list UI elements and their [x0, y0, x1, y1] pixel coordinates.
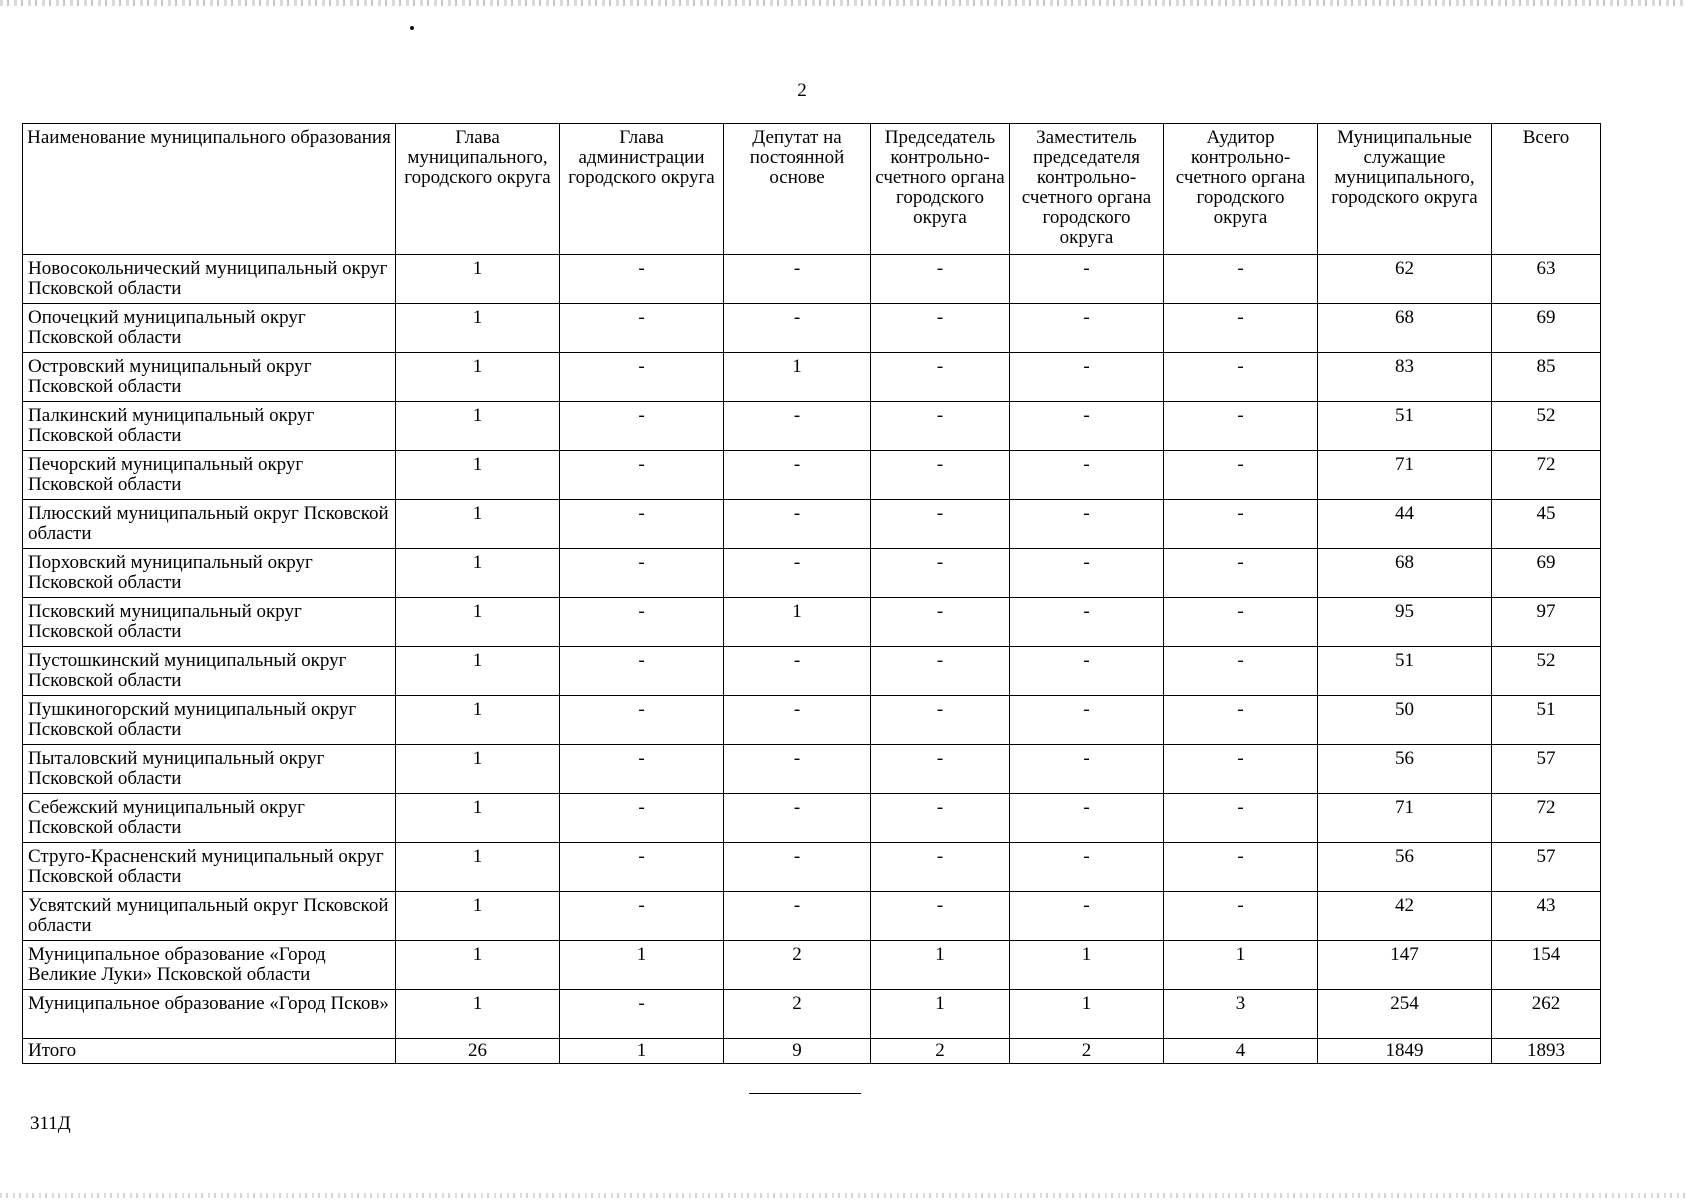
value-cell: - [1010, 745, 1164, 794]
value-cell: - [871, 843, 1010, 892]
value-cell: 1 [396, 892, 560, 941]
value-cell: - [1164, 549, 1318, 598]
value-cell: - [560, 549, 724, 598]
total-row [23, 1039, 1601, 1064]
column-header: Аудитор контрольно-счетного органа городского округа [1164, 124, 1318, 255]
municipality-name-cell: Плюсский муниципальный округ Псковской области [23, 500, 396, 549]
scan-edge-top [0, 0, 1686, 6]
table-row [23, 598, 1601, 647]
table-row [23, 990, 1601, 1039]
table-header-row [23, 124, 1601, 255]
value-cell: 56 [1318, 843, 1492, 892]
value-cell: 56 [1318, 745, 1492, 794]
scan-edge-bottom [0, 1193, 1686, 1198]
table-row [23, 500, 1601, 549]
value-cell: - [871, 549, 1010, 598]
total-value-cell: 9 [724, 1039, 871, 1064]
closing-rule [749, 1093, 861, 1094]
table-row [23, 843, 1601, 892]
value-cell: 83 [1318, 353, 1492, 402]
value-cell: - [1010, 843, 1164, 892]
table-row [23, 353, 1601, 402]
total-value-cell: 1893 [1492, 1039, 1601, 1064]
municipality-name-cell: Печорский муниципальный округ Псковской области [23, 451, 396, 500]
value-cell: 63 [1492, 255, 1601, 304]
value-cell: 1 [724, 598, 871, 647]
value-cell: - [1164, 353, 1318, 402]
value-cell: 44 [1318, 500, 1492, 549]
municipality-name-cell: Пушкиногорский муниципальный округ Псковской области [23, 696, 396, 745]
value-cell: 45 [1492, 500, 1601, 549]
value-cell: - [871, 451, 1010, 500]
municipality-name-cell: Опочецкий муниципальный округ Псковской области [23, 304, 396, 353]
table-body [23, 255, 1601, 1064]
municipality-name-cell: Новосокольнический муниципальный округ Псковской области [23, 255, 396, 304]
value-cell: 57 [1492, 745, 1601, 794]
value-cell: - [1010, 353, 1164, 402]
value-cell: 1 [1164, 941, 1318, 990]
page-number: 2 [797, 80, 807, 101]
total-label-cell: Итого [23, 1039, 396, 1064]
total-value-cell: 4 [1164, 1039, 1318, 1064]
value-cell: 1 [396, 794, 560, 843]
value-cell: - [1010, 549, 1164, 598]
value-cell: - [724, 304, 871, 353]
value-cell: - [1164, 304, 1318, 353]
table-row [23, 941, 1601, 990]
value-cell: - [724, 892, 871, 941]
value-cell: - [1164, 598, 1318, 647]
municipality-name-cell: Муниципальное образование «Город Псков» [23, 990, 396, 1039]
column-header: Депутат на постоянной основе [724, 124, 871, 255]
value-cell: 95 [1318, 598, 1492, 647]
value-cell: - [871, 304, 1010, 353]
column-header: Наименование муниципального образования [23, 124, 396, 255]
total-value-cell: 2 [871, 1039, 1010, 1064]
document-code: 311Д [30, 1113, 71, 1134]
value-cell: 1 [396, 745, 560, 794]
value-cell: - [560, 598, 724, 647]
value-cell: - [724, 255, 871, 304]
value-cell: 42 [1318, 892, 1492, 941]
column-header: Муниципальные служащие муниципального, городского округа [1318, 124, 1492, 255]
value-cell: - [871, 500, 1010, 549]
value-cell: - [724, 549, 871, 598]
value-cell: - [724, 451, 871, 500]
value-cell: - [724, 745, 871, 794]
value-cell: - [1164, 500, 1318, 549]
value-cell: - [1010, 598, 1164, 647]
municipality-name-cell: Струго-Красненский муниципальный округ Псковской области [23, 843, 396, 892]
value-cell: 85 [1492, 353, 1601, 402]
value-cell: 57 [1492, 843, 1601, 892]
value-cell: 1 [396, 549, 560, 598]
value-cell: - [724, 794, 871, 843]
value-cell: 43 [1492, 892, 1601, 941]
value-cell: 1 [1010, 990, 1164, 1039]
value-cell: - [560, 353, 724, 402]
municipality-name-cell: Муниципальное образование «Город Великие Луки» Псковской области [23, 941, 396, 990]
value-cell: - [724, 500, 871, 549]
value-cell: 1 [396, 647, 560, 696]
municipality-name-cell: Пыталовский муниципальный округ Псковской области [23, 745, 396, 794]
municipality-name-cell: Палкинский муниципальный округ Псковской области [23, 402, 396, 451]
value-cell: - [560, 794, 724, 843]
value-cell: 1 [396, 402, 560, 451]
value-cell: - [871, 696, 1010, 745]
scan-speck [410, 26, 414, 30]
value-cell: - [1010, 794, 1164, 843]
table-row [23, 745, 1601, 794]
value-cell: - [871, 255, 1010, 304]
municipality-name-cell: Псковский муниципальный округ Псковской области [23, 598, 396, 647]
table-row [23, 794, 1601, 843]
value-cell: - [1010, 304, 1164, 353]
value-cell: - [871, 598, 1010, 647]
value-cell: - [1010, 402, 1164, 451]
table-row [23, 255, 1601, 304]
value-cell: - [1164, 451, 1318, 500]
column-header: Глава администрации городского округа [560, 124, 724, 255]
table-row [23, 892, 1601, 941]
municipality-name-cell: Островский муниципальный округ Псковской области [23, 353, 396, 402]
value-cell: - [560, 843, 724, 892]
value-cell: 1 [871, 990, 1010, 1039]
column-header: Глава муниципального, городского округа [396, 124, 560, 255]
table-row [23, 304, 1601, 353]
value-cell: - [1164, 647, 1318, 696]
value-cell: - [560, 402, 724, 451]
value-cell: 1 [396, 843, 560, 892]
column-header: Всего [1492, 124, 1601, 255]
value-cell: - [724, 402, 871, 451]
total-value-cell: 2 [1010, 1039, 1164, 1064]
value-cell: 52 [1492, 402, 1601, 451]
value-cell: 69 [1492, 549, 1601, 598]
value-cell: 71 [1318, 451, 1492, 500]
value-cell: 1 [396, 353, 560, 402]
value-cell: 2 [724, 990, 871, 1039]
column-header: Председатель контрольно-счетного органа городского округа [871, 124, 1010, 255]
value-cell: - [871, 745, 1010, 794]
staff-table [22, 123, 1601, 1064]
value-cell: - [560, 500, 724, 549]
column-header: Заместитель председателя контрольно-счетного органа городского округа [1010, 124, 1164, 255]
value-cell: 97 [1492, 598, 1601, 647]
value-cell: 1 [724, 353, 871, 402]
value-cell: 68 [1318, 549, 1492, 598]
value-cell: 2 [724, 941, 871, 990]
value-cell: 51 [1318, 402, 1492, 451]
value-cell: 71 [1318, 794, 1492, 843]
value-cell: - [871, 892, 1010, 941]
table-row [23, 402, 1601, 451]
value-cell: - [1164, 843, 1318, 892]
value-cell: 3 [1164, 990, 1318, 1039]
value-cell: 1 [396, 500, 560, 549]
table-row [23, 647, 1601, 696]
value-cell: 1 [396, 696, 560, 745]
table-row [23, 696, 1601, 745]
value-cell: 68 [1318, 304, 1492, 353]
value-cell: 51 [1492, 696, 1601, 745]
value-cell: - [1164, 402, 1318, 451]
value-cell: - [1164, 696, 1318, 745]
value-cell: 1 [396, 304, 560, 353]
table-row [23, 549, 1601, 598]
value-cell: 50 [1318, 696, 1492, 745]
value-cell: - [1010, 696, 1164, 745]
value-cell: - [1164, 794, 1318, 843]
value-cell: 1 [560, 941, 724, 990]
value-cell: - [871, 353, 1010, 402]
value-cell: - [724, 647, 871, 696]
value-cell: - [1010, 451, 1164, 500]
value-cell: - [1010, 892, 1164, 941]
table-row [23, 451, 1601, 500]
value-cell: - [560, 892, 724, 941]
municipality-name-cell: Порховский муниципальный округ Псковской области [23, 549, 396, 598]
value-cell: 72 [1492, 451, 1601, 500]
value-cell: - [560, 696, 724, 745]
value-cell: 72 [1492, 794, 1601, 843]
value-cell: - [1164, 745, 1318, 794]
value-cell: - [871, 402, 1010, 451]
value-cell: 52 [1492, 647, 1601, 696]
value-cell: 51 [1318, 647, 1492, 696]
value-cell: - [871, 647, 1010, 696]
value-cell: 262 [1492, 990, 1601, 1039]
value-cell: 1 [396, 255, 560, 304]
value-cell: 1 [396, 990, 560, 1039]
value-cell: - [560, 647, 724, 696]
value-cell: - [1010, 255, 1164, 304]
value-cell: 254 [1318, 990, 1492, 1039]
value-cell: - [560, 255, 724, 304]
value-cell: 1 [396, 451, 560, 500]
value-cell: 62 [1318, 255, 1492, 304]
total-value-cell: 1 [560, 1039, 724, 1064]
value-cell: - [724, 843, 871, 892]
value-cell: - [1010, 500, 1164, 549]
value-cell: - [1010, 647, 1164, 696]
value-cell: 1 [396, 941, 560, 990]
total-value-cell: 1849 [1318, 1039, 1492, 1064]
value-cell: 1 [1010, 941, 1164, 990]
value-cell: - [560, 745, 724, 794]
value-cell: - [724, 696, 871, 745]
value-cell: 1 [396, 598, 560, 647]
value-cell: 154 [1492, 941, 1601, 990]
value-cell: - [1164, 892, 1318, 941]
value-cell: 147 [1318, 941, 1492, 990]
value-cell: 69 [1492, 304, 1601, 353]
value-cell: 1 [871, 941, 1010, 990]
municipality-name-cell: Усвятский муниципальный округ Псковской области [23, 892, 396, 941]
total-value-cell: 26 [396, 1039, 560, 1064]
municipality-name-cell: Пустошкинский муниципальный округ Псковской области [23, 647, 396, 696]
value-cell: - [560, 304, 724, 353]
value-cell: - [560, 451, 724, 500]
value-cell: - [1164, 255, 1318, 304]
value-cell: - [871, 794, 1010, 843]
municipality-name-cell: Себежский муниципальный округ Псковской области [23, 794, 396, 843]
value-cell: - [560, 990, 724, 1039]
